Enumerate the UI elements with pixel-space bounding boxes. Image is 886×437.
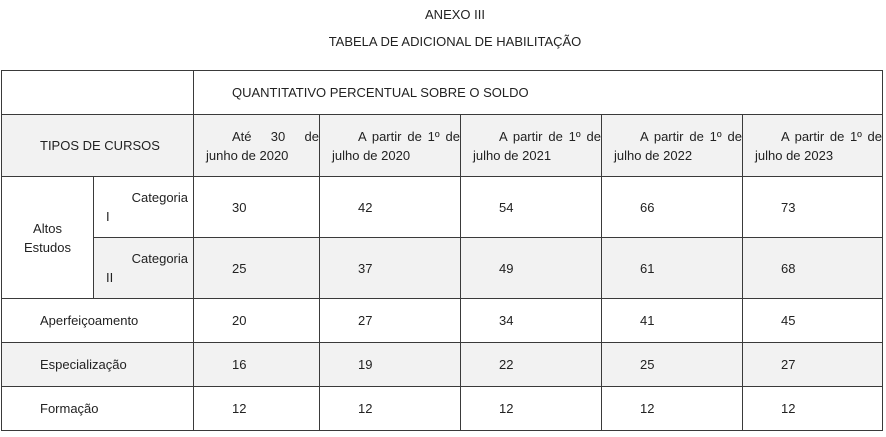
period-5-line1: A partir de 1º de	[781, 128, 883, 144]
period-5-line2: julho de 2023	[755, 147, 834, 163]
table-cell: 22	[461, 343, 602, 387]
header-row-top	[2, 71, 883, 115]
table-cell: 12	[602, 387, 743, 431]
table-cell: 30	[194, 177, 320, 238]
row-label-formacao: Formação	[2, 387, 194, 431]
period-3-line2: julho de 2021	[473, 147, 552, 163]
period-header-5	[743, 115, 883, 177]
period-4-line2: julho de 2022	[614, 147, 693, 163]
table-cell: 61	[602, 238, 743, 299]
table-cell: 73	[743, 177, 883, 238]
period-4-line1: A partir de 1º de	[640, 128, 742, 144]
period-2-line1: A partir de 1º de	[358, 128, 460, 144]
table-cell: 16	[194, 343, 320, 387]
categoria-2-word: Categoria	[131, 251, 188, 266]
table-cell: 12	[194, 387, 320, 431]
period-header-2	[320, 115, 461, 177]
table-cell: 19	[320, 343, 461, 387]
table-cell: 27	[320, 299, 461, 343]
header-row-periods	[2, 115, 883, 177]
table-cell: 25	[194, 238, 320, 299]
period-1-line1: Até 30 de	[232, 128, 319, 144]
table-cell: 68	[743, 238, 883, 299]
table-cell: 54	[461, 177, 602, 238]
period-3-line1: A partir de 1º de	[499, 128, 601, 144]
table-cell: 20	[194, 299, 320, 343]
table-row-altos-estudos-cat-1	[2, 177, 883, 238]
table-row-formacao	[2, 387, 883, 431]
table-cell: 34	[461, 299, 602, 343]
period-1-line2: junho de 2020	[206, 147, 289, 163]
additional-qualification-table	[1, 70, 883, 431]
period-header-3	[461, 115, 602, 177]
table-cell: 37	[320, 238, 461, 299]
table-cell: 12	[320, 387, 461, 431]
period-header-1	[194, 115, 320, 177]
table-cell: 66	[602, 177, 743, 238]
row-label-aperfeicoamento: Aperfeiçoamento	[2, 299, 194, 343]
categoria-1-label	[94, 177, 194, 238]
table-cell: 12	[461, 387, 602, 431]
categoria-1-word: Categoria	[131, 190, 188, 205]
table-cell: 27	[743, 343, 883, 387]
altos-estudos-line2: Estudos	[24, 239, 71, 255]
annex-title: ANEXO III	[425, 7, 485, 22]
table-row-altos-estudos-cat-2	[2, 238, 883, 299]
row-label-especializacao: Especialização	[2, 343, 194, 387]
table-row-especializacao	[2, 343, 883, 387]
categoria-2-number: II	[106, 270, 114, 285]
header-tipos-text: TIPOS DE CURSOS	[40, 138, 160, 153]
table-title: TABELA DE ADICIONAL DE HABILITAÇÃO	[328, 34, 582, 49]
table-cell: 42	[320, 177, 461, 238]
header-empty-cell	[2, 71, 194, 115]
period-2-line2: julho de 2020	[332, 147, 411, 163]
table-row-aperfeicoamento	[2, 299, 883, 343]
table-cell: 41	[602, 299, 743, 343]
table-cell: 45	[743, 299, 883, 343]
header-quantitativo-text: QUANTITATIVO PERCENTUAL SOBRE O SOLDO	[232, 85, 529, 100]
table-cell: 25	[602, 343, 743, 387]
altos-estudos-line1: Altos	[33, 220, 62, 236]
header-quantitativo	[194, 71, 883, 115]
header-tipos-de-cursos	[2, 115, 194, 177]
table-cell: 12	[743, 387, 883, 431]
period-header-4	[602, 115, 743, 177]
categoria-1-number: I	[106, 209, 110, 224]
categoria-2-label	[94, 238, 194, 299]
table-cell: 49	[461, 238, 602, 299]
altos-estudos-label	[2, 177, 94, 299]
